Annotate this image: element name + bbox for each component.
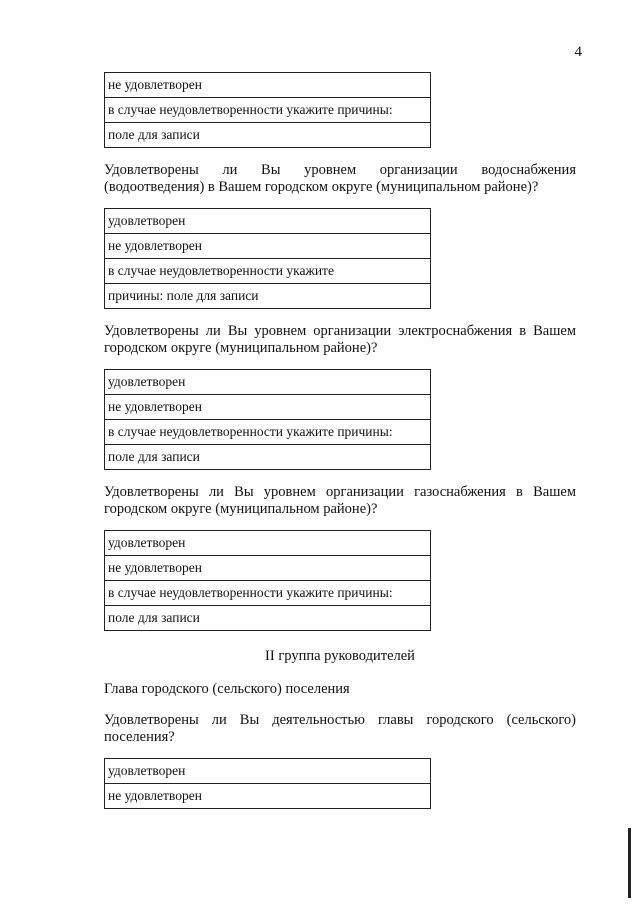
question-gas-supply: Удовлетворены ли Вы уровнем организации газоснабжения в Вашем городском округе (муниципальном районе)? bbox=[104, 484, 576, 517]
position-title: Глава городского (сельского) поселения bbox=[104, 681, 350, 697]
table-cell[interactable]: не удовлетворен bbox=[105, 784, 431, 809]
table-cell[interactable]: поле для записи bbox=[105, 606, 431, 631]
table-cell[interactable]: в случае неудовлетворенности укажите причины: bbox=[105, 420, 431, 445]
answer-table-3 bbox=[104, 369, 431, 470]
question-electricity-supply: Удовлетворены ли Вы уровнем организации электроснабжения в Вашем городском округе (муниципальном районе)? bbox=[104, 323, 576, 356]
question-head-of-settlement: Удовлетворены ли Вы деятельностью главы городского (сельского) поселения? bbox=[104, 712, 576, 745]
answer-table-4 bbox=[104, 530, 431, 631]
answer-table-5 bbox=[104, 758, 431, 809]
table-cell[interactable]: в случае неудовлетворенности укажите причины: bbox=[105, 581, 431, 606]
table-row bbox=[105, 259, 431, 284]
table-row bbox=[105, 556, 431, 581]
table-cell[interactable]: не удовлетворен bbox=[105, 395, 431, 420]
table-cell[interactable]: поле для записи bbox=[105, 445, 431, 470]
table-cell[interactable]: причины: поле для записи bbox=[105, 284, 431, 309]
table-cell[interactable]: удовлетворен bbox=[105, 370, 431, 395]
table-cell[interactable]: в случае неудовлетворенности укажите причины: bbox=[105, 98, 431, 123]
table-row bbox=[105, 581, 431, 606]
page-number: 4 bbox=[574, 44, 582, 60]
table-cell[interactable]: удовлетворен bbox=[105, 209, 431, 234]
table-row bbox=[105, 73, 431, 98]
table-row bbox=[105, 784, 431, 809]
table-cell[interactable]: удовлетворен bbox=[105, 531, 431, 556]
table-row bbox=[105, 445, 431, 470]
answer-table-1 bbox=[104, 72, 431, 148]
table-row bbox=[105, 606, 431, 631]
scan-edge-mark bbox=[628, 828, 631, 898]
question-water-supply: Удовлетворены ли Вы уровнем организации водоснабжения (водоотведения) в Вашем городском округе (муниципальном районе)? bbox=[104, 162, 576, 195]
group-heading: II группа руководителей bbox=[265, 648, 415, 664]
table-cell[interactable]: не удовлетворен bbox=[105, 234, 431, 259]
table-row bbox=[105, 531, 431, 556]
table-row bbox=[105, 123, 431, 148]
table-row bbox=[105, 370, 431, 395]
table-row bbox=[105, 284, 431, 309]
table-cell[interactable]: в случае неудовлетворенности укажите bbox=[105, 259, 431, 284]
table-row bbox=[105, 209, 431, 234]
table-cell[interactable]: поле для записи bbox=[105, 123, 431, 148]
table-row bbox=[105, 420, 431, 445]
table-cell[interactable]: удовлетворен bbox=[105, 759, 431, 784]
document-body bbox=[104, 72, 576, 809]
table-row bbox=[105, 759, 431, 784]
answer-table-2 bbox=[104, 208, 431, 309]
table-row bbox=[105, 395, 431, 420]
table-row bbox=[105, 98, 431, 123]
table-cell[interactable]: не удовлетворен bbox=[105, 556, 431, 581]
table-cell[interactable]: не удовлетворен bbox=[105, 73, 431, 98]
table-row bbox=[105, 234, 431, 259]
